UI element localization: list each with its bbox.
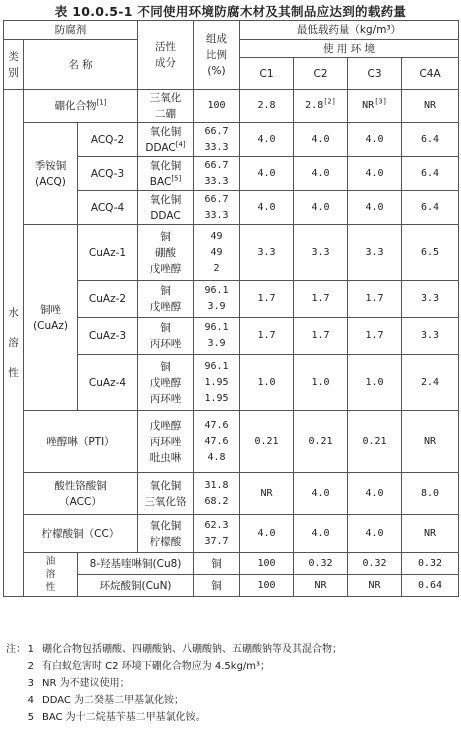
row-name: 柠檬酸铜（CC） [24, 515, 138, 553]
value-c3: 1.7 [348, 318, 402, 355]
active-cell: 铜 [194, 553, 240, 575]
header-category: 类 别 [4, 40, 24, 90]
note-item: 注： 1 硼化合物包括硼酸、四硼酸钠、八硼酸钠、五硼酸钠等及其混合物； [6, 644, 342, 655]
note-item: 5 BAC 为十二烷基苄基二甲基氯化铵。 [27, 712, 206, 723]
group-acq: 季铵铜 (ACQ) [24, 123, 78, 225]
value-c3: 1.0 [348, 355, 402, 411]
value-c3: 0.32 [402, 553, 459, 575]
value-c3: 4.0 [348, 515, 402, 553]
value-c1: 0.21 [240, 411, 294, 473]
table-notes [6, 641, 458, 726]
value-c3: 3.3 [348, 225, 402, 281]
ratio-cell: 66.7 33.3 [194, 191, 240, 225]
active-cell: 氧化铜 DDAC[4] [138, 123, 194, 157]
ratio-cell: 100 [240, 575, 294, 597]
category-oil-soluble: 油 溶 性 [24, 553, 78, 597]
table-row [4, 225, 459, 281]
value-c2: 4.0 [294, 473, 348, 515]
value-c2: 1.7 [294, 281, 348, 318]
table-row [4, 411, 459, 473]
row-name: 酸性铬酸铜 （ACC） [24, 473, 138, 515]
ratio-cell: 96.1 3.9 [194, 318, 240, 355]
value-c3: 0.21 [348, 411, 402, 473]
header-active: 活性 成分 [138, 21, 194, 90]
value-c2: 1.0 [294, 355, 348, 411]
value-c4a: 2.4 [402, 355, 459, 411]
header-min-retention: 最低载药量（kg/m³） [240, 21, 459, 40]
value-c3: NR[3] [348, 90, 402, 123]
ratio-cell: 62.3 37.7 [194, 515, 240, 553]
active-cell: 氧化铜 三氧化铬 [138, 473, 194, 515]
value-c4a: NR [402, 90, 459, 123]
ratio-cell: 66.7 33.3 [194, 157, 240, 191]
ratio-cell: 31.8 68.2 [194, 473, 240, 515]
active-cell: 铜 丙环唑 [138, 318, 194, 355]
value-c2: NR [348, 575, 402, 597]
row-name: CuAz-2 [78, 281, 138, 318]
value-c4a: 6.4 [402, 191, 459, 225]
header-environment: 使 用 环 境 [240, 40, 459, 58]
value-c1: 0.32 [294, 553, 348, 575]
ratio-cell: 47.6 47.6 4.8 [194, 411, 240, 473]
ratio-cell: 49 49 2 [194, 225, 240, 281]
value-c2: 0.32 [348, 553, 402, 575]
row-name: 唑醇啉（PTI） [24, 411, 138, 473]
value-c4a: 6.5 [402, 225, 459, 281]
value-c3: 4.0 [348, 123, 402, 157]
retention-table [3, 20, 459, 597]
row-name: CuAz-4 [78, 355, 138, 411]
value-c3: 1.7 [348, 281, 402, 318]
header-name: 名 称 [24, 40, 138, 90]
value-c4a: 6.4 [402, 123, 459, 157]
note-item: 2 有白蚁危害时 C2 环境下硼化合物应为 4.5kg/m³； [27, 661, 271, 672]
ratio-cell: 100 [194, 90, 240, 123]
value-c3: 4.0 [348, 473, 402, 515]
value-c1: 2.8 [240, 90, 294, 123]
table-row [4, 123, 459, 157]
value-c1: NR [294, 575, 348, 597]
table-row [4, 90, 459, 123]
value-c2: 0.21 [294, 411, 348, 473]
header-env-c3: C3 [348, 58, 402, 90]
row-name: ACQ-2 [78, 123, 138, 157]
header-env-c1: C1 [240, 58, 294, 90]
value-c2: 4.0 [294, 515, 348, 553]
active-cell: 铜 戊唑醇 [138, 281, 194, 318]
value-c2: 4.0 [294, 191, 348, 225]
ratio-cell: 100 [240, 553, 294, 575]
value-c4a: 8.0 [402, 473, 459, 515]
row-name: 硼化合物[1] [24, 90, 138, 123]
value-c4a: 6.4 [402, 157, 459, 191]
active-cell: 氧化铜 BAC[5] [138, 157, 194, 191]
active-cell: 三氧化 二硼 [138, 90, 194, 123]
value-c3: 4.0 [348, 191, 402, 225]
value-c1: 1.0 [240, 355, 294, 411]
value-c1: 3.3 [240, 225, 294, 281]
value-c4a: NR [402, 515, 459, 553]
header-env-c2: C2 [294, 58, 348, 90]
value-c4a: 3.3 [402, 281, 459, 318]
group-cuaz: 铜唑 (CuAz) [24, 225, 78, 411]
value-c1: 4.0 [240, 515, 294, 553]
value-c1: NR [240, 473, 294, 515]
active-cell: 铜 戊唑醇 丙环唑 [138, 355, 194, 411]
value-c1: 4.0 [240, 123, 294, 157]
row-name: CuAz-1 [78, 225, 138, 281]
value-c4a: 3.3 [402, 318, 459, 355]
table-row [4, 553, 459, 575]
row-name: 环烷酸铜(CuN) [78, 575, 194, 597]
note-item: 3 NR 为不建议使用； [27, 678, 130, 689]
value-c1: 4.0 [240, 157, 294, 191]
table-row [4, 515, 459, 553]
row-name: ACQ-3 [78, 157, 138, 191]
value-c4a: NR [402, 411, 459, 473]
value-c2: 3.3 [294, 225, 348, 281]
active-cell: 铜 [194, 575, 240, 597]
header-ratio: 组成 比例 (%) [194, 21, 240, 90]
ratio-cell: 96.1 3.9 [194, 281, 240, 318]
row-name: ACQ-4 [78, 191, 138, 225]
value-c3: 4.0 [348, 157, 402, 191]
ratio-cell: 96.1 1.95 1.95 [194, 355, 240, 411]
value-c2: 2.8[2] [294, 90, 348, 123]
value-c2: 4.0 [294, 157, 348, 191]
header-env-c4a: C4A [402, 58, 459, 90]
value-c3: 0.64 [402, 575, 459, 597]
table-title: 表 10.0.5-1 不同使用环境防腐木材及其制品应达到的载药量 [54, 4, 407, 19]
value-c2: 1.7 [294, 318, 348, 355]
active-cell: 戊唑醇 丙环唑 吡虫啉 [138, 411, 194, 473]
ratio-cell: 66.7 33.3 [194, 123, 240, 157]
value-c1: 1.7 [240, 281, 294, 318]
header-preservative: 防腐剂 [4, 21, 138, 40]
row-name: 8-羟基喹啉铜(Cu8) [78, 553, 194, 575]
value-c1: 4.0 [240, 191, 294, 225]
table-row [4, 473, 459, 515]
row-name: CuAz-3 [78, 318, 138, 355]
active-cell: 氧化铜 DDAC [138, 191, 194, 225]
note-item: 4 DDAC 为二癸基二甲基氯化铵； [27, 695, 185, 706]
category-water-soluble: 水 溶 性 [4, 90, 24, 597]
active-cell: 氧化铜 柠檬酸 [138, 515, 194, 553]
active-cell: 铜 硼酸 戊唑醇 [138, 225, 194, 281]
value-c2: 4.0 [294, 123, 348, 157]
value-c1: 1.7 [240, 318, 294, 355]
